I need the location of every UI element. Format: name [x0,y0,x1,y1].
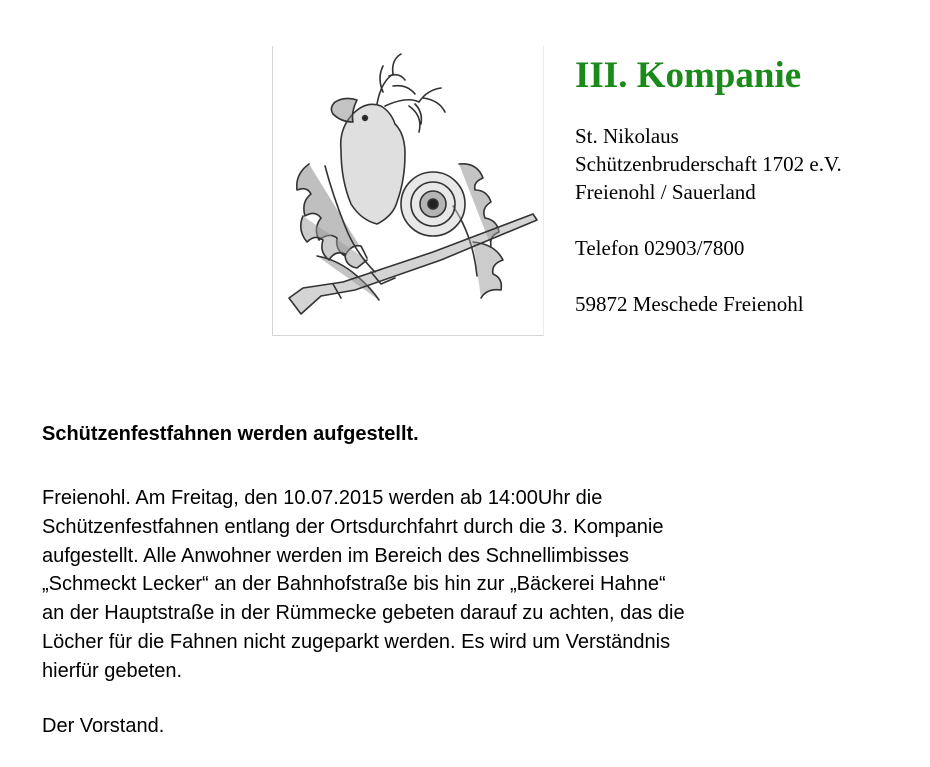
article-body-line: Schützenfestfahnen entlang der Ortsdurchfahrt durch die 3. Kompanie [42,515,664,538]
address-block [575,122,842,318]
address-line-postal: 59872 Meschede Freienohl [575,292,804,316]
emblem-frame [272,46,544,336]
article-signature: Der Vorstand. [42,715,165,737]
article-body-line: „Schmeckt Lecker“ an der Bahnhofstraße bis hin zur „Bäckerei Hahne“ [42,573,666,596]
address-line-town: Freienohl / Sauerland [575,180,756,204]
article-body-line: aufgestellt. Alle Anwohner werden im Bereich des Schnellimbisses [42,544,629,567]
article-body-line: Freienohl. Am Freitag, den 10.07.2015 werden ab 14:00Uhr die [42,487,603,509]
article-headline: Schützenfestfahnen werden aufgestellt. [42,423,419,445]
address-line-phone: Telefon 02903/7800 [575,236,745,260]
address-line-name: St. Nikolaus [575,124,679,148]
address-line-spacer [575,262,842,290]
article-body-line: an der Hauptstraße in der Rümmecke gebeten darauf zu achten, das die [42,602,685,625]
address-line-brotherhood: Schützenbruderschaft 1702 e.V. [575,152,842,176]
stag-target-rifle-emblem-icon [273,46,545,336]
company-title: III. Kompanie [575,55,802,96]
article-body-line: Löcher für die Fahnen nicht zugeparkt werden. Es wird um Verständnis [42,630,671,653]
address-line-spacer [575,206,842,234]
article-body [42,484,842,686]
article-body-line: hierfür gebeten. [42,659,183,682]
